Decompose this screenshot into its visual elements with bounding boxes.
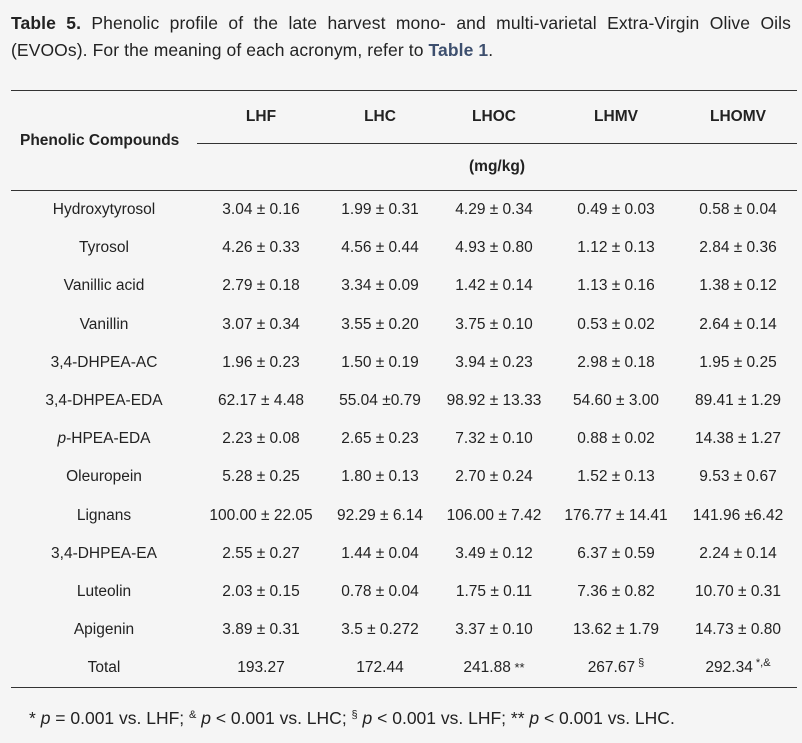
footnote-star: * xyxy=(29,708,41,728)
table-cell: 10.70 ± 0.31 xyxy=(694,582,782,600)
table-cell: 3.49 ± 0.12 xyxy=(455,544,533,562)
table-cell: 7.32 ± 0.10 xyxy=(455,430,533,448)
table-cell: 3.34 ± 0.09 xyxy=(341,277,419,295)
compound-label: Tyrosol xyxy=(79,239,129,257)
unit-header: (mg/kg) xyxy=(197,144,797,191)
table-cell: 1.95 ± 0.25 xyxy=(699,353,777,371)
compound-label: 3,4-DHPEA-EA xyxy=(51,544,157,562)
footnote-p: p xyxy=(529,708,540,728)
table-cell: 89.41 ± 1.29 xyxy=(694,392,782,410)
table-cell: 9.53 ± 0.67 xyxy=(699,468,777,486)
table-cell: 4.56 ± 0.44 xyxy=(341,239,419,257)
table-cell: 3.37 ± 0.10 xyxy=(455,621,533,639)
table-row xyxy=(11,573,797,611)
compound-name xyxy=(11,344,197,382)
table-cell: 176.77 ± 14.41 xyxy=(564,506,668,524)
col-header-lhf: LHF xyxy=(197,91,325,144)
table-cell: 14.73 ± 0.80 xyxy=(694,621,782,639)
phenolic-table-container xyxy=(11,90,797,688)
table-row xyxy=(11,458,797,496)
table-row xyxy=(11,611,797,649)
table-cell: 1.42 ± 0.14 xyxy=(455,277,533,295)
table-cell: 2.23 ± 0.08 xyxy=(222,430,300,448)
table-cell: 0.49 ± 0.03 xyxy=(577,201,655,219)
compound-label: Luteolin xyxy=(76,582,132,600)
compound-name xyxy=(11,382,197,420)
total-value: 267.67 xyxy=(587,659,636,677)
table-cell: 54.60 ± 3.00 xyxy=(572,392,660,410)
compound-name xyxy=(11,497,197,535)
footnote-double-star: ** xyxy=(510,708,530,728)
table-row xyxy=(11,191,797,230)
compound-name xyxy=(11,267,197,305)
table-cell: 3.07 ± 0.34 xyxy=(222,315,300,333)
table-row xyxy=(11,420,797,458)
table-cell: 3.55 ± 0.20 xyxy=(341,315,419,333)
table-cell: 3.94 ± 0.23 xyxy=(455,353,533,371)
col-header-lhc: LHC xyxy=(325,91,435,144)
footnote-text-a: = 0.001 vs. LHF; xyxy=(50,708,190,728)
table-cell: 3.75 ± 0.10 xyxy=(455,315,533,333)
table-cell: 1.80 ± 0.13 xyxy=(341,468,419,486)
corner-header: Phenolic Compounds xyxy=(11,91,197,191)
col-header-lhoc: LHOC xyxy=(435,91,553,144)
compound-name xyxy=(11,573,197,611)
significance-mark: ** xyxy=(510,660,525,676)
table-cell: 2.84 ± 0.36 xyxy=(699,239,777,257)
table-1-link[interactable]: Table 1 xyxy=(428,40,489,60)
footnote-text-b: < 0.001 vs. LHC; xyxy=(210,708,352,728)
table-cell: 2.03 ± 0.15 xyxy=(222,582,300,600)
table-cell: 55.04 ±0.79 xyxy=(339,392,421,410)
significance-mark: *,& xyxy=(752,657,771,670)
col-header-lhmv: LHMV xyxy=(553,91,679,144)
table-cell: 6.37 ± 0.59 xyxy=(577,544,655,562)
compound-label: Oleuropein xyxy=(66,468,142,486)
phenolic-profile-table xyxy=(11,90,797,688)
table-cell: 100.00 ± 22.05 xyxy=(209,506,313,524)
compound-label: 3,4-DHPEA-AC xyxy=(50,353,158,371)
header-row xyxy=(11,91,797,144)
compound-label: Apigenin xyxy=(73,621,135,639)
table-row xyxy=(11,344,797,382)
table-cell: 3.04 ± 0.16 xyxy=(222,201,300,219)
table-cell: 0.88 ± 0.02 xyxy=(577,430,655,448)
footnote-p: p xyxy=(196,708,211,728)
compound-prefix: p xyxy=(57,430,67,448)
table-body xyxy=(11,191,797,688)
table-cell: 1.44 ± 0.04 xyxy=(341,544,419,562)
table-cell: 14.38 ± 1.27 xyxy=(694,430,782,448)
caption-text: Phenolic profile of the late harvest mono- and multi-varietal Extra-Virgin Olive Oils (EVOOs). For the meaning of each acronym, refer to xyxy=(11,13,791,60)
compound-label: Vanillic acid xyxy=(63,277,145,295)
table-row xyxy=(11,535,797,573)
table-cell: 2.24 ± 0.14 xyxy=(699,544,777,562)
compound-name xyxy=(11,306,197,344)
footnote-text-c: < 0.001 vs. LHF; xyxy=(372,708,511,728)
total-cell xyxy=(553,649,679,688)
table-cell: 4.29 ± 0.34 xyxy=(455,201,533,219)
compound-label: -HPEA-EDA xyxy=(66,430,151,448)
compound-name xyxy=(11,191,197,230)
table-cell: 2.64 ± 0.14 xyxy=(699,315,777,333)
total-cell xyxy=(197,649,325,688)
table-cell: 5.28 ± 0.25 xyxy=(222,468,300,486)
table-caption xyxy=(11,10,791,64)
table-cell: 2.55 ± 0.27 xyxy=(222,544,300,562)
table-cell: 3.89 ± 0.31 xyxy=(222,621,300,639)
footnote-ampersand: & xyxy=(189,709,197,721)
compound-label: Hydroxytyrosol xyxy=(52,201,156,219)
table-cell: 1.96 ± 0.23 xyxy=(222,353,300,371)
total-value: 241.88 xyxy=(463,659,511,677)
significance-mark: § xyxy=(635,657,645,670)
compound-name xyxy=(11,420,197,458)
total-cell xyxy=(679,649,797,688)
footnote-p: p xyxy=(357,708,373,728)
table-cell: 1.52 ± 0.13 xyxy=(577,468,655,486)
total-label: Total xyxy=(11,649,197,688)
compound-name xyxy=(11,458,197,496)
table-row xyxy=(11,229,797,267)
caption-label: Table 5. xyxy=(11,13,82,33)
table-cell: 2.79 ± 0.18 xyxy=(222,277,300,295)
table-row xyxy=(11,267,797,305)
compound-label: Vanillin xyxy=(79,315,129,333)
col-header-lhomv: LHOMV xyxy=(679,91,797,144)
table-cell: 0.58 ± 0.04 xyxy=(699,201,777,219)
table-cell: 4.93 ± 0.80 xyxy=(455,239,533,257)
table-cell: 13.62 ± 1.79 xyxy=(572,621,660,639)
table-cell: 1.38 ± 0.12 xyxy=(699,277,777,295)
table-row xyxy=(11,382,797,420)
table-cell: 141.96 ±6.42 xyxy=(692,506,784,524)
table-cell: 2.70 ± 0.24 xyxy=(455,468,533,486)
table-cell: 1.99 ± 0.31 xyxy=(341,201,419,219)
table-cell: 3.5 ± 0.272 xyxy=(341,621,419,639)
table-cell: 1.12 ± 0.13 xyxy=(577,239,655,257)
table-cell: 106.00 ± 7.42 xyxy=(446,506,542,524)
table-cell: 7.36 ± 0.82 xyxy=(577,582,655,600)
table-cell: 98.92 ± 13.33 xyxy=(446,392,542,410)
compound-name xyxy=(11,611,197,649)
table-cell: 92.29 ± 6.14 xyxy=(336,506,424,524)
caption-end: . xyxy=(488,40,494,60)
table-cell: 1.13 ± 0.16 xyxy=(577,277,655,295)
compound-name xyxy=(11,535,197,573)
compound-label: Lignans xyxy=(76,506,132,524)
total-row xyxy=(11,649,797,688)
total-cell xyxy=(435,649,553,688)
table-cell: 4.26 ± 0.33 xyxy=(222,239,300,257)
table-cell: 62.17 ± 4.48 xyxy=(217,392,305,410)
table-row xyxy=(11,306,797,344)
compound-label: 3,4-DHPEA-EDA xyxy=(45,392,163,410)
table-cell: 1.50 ± 0.19 xyxy=(341,353,419,371)
table-cell: 1.75 ± 0.11 xyxy=(455,582,533,600)
table-row xyxy=(11,497,797,535)
footnote-section: § xyxy=(351,709,358,721)
table-cell: 2.98 ± 0.18 xyxy=(577,353,655,371)
total-value: 172.44 xyxy=(356,659,404,677)
table-cell: 0.78 ± 0.04 xyxy=(341,582,419,600)
total-cell xyxy=(325,649,435,688)
table-cell: 0.53 ± 0.02 xyxy=(577,315,655,333)
table-cell: 2.65 ± 0.23 xyxy=(341,430,419,448)
compound-name xyxy=(11,229,197,267)
table-footnote xyxy=(29,708,675,729)
footnote-text-d: < 0.001 vs. LHC. xyxy=(539,708,675,728)
total-value: 292.34 xyxy=(705,659,753,677)
total-value: 193.27 xyxy=(237,659,285,677)
footnote-p: p xyxy=(40,708,51,728)
